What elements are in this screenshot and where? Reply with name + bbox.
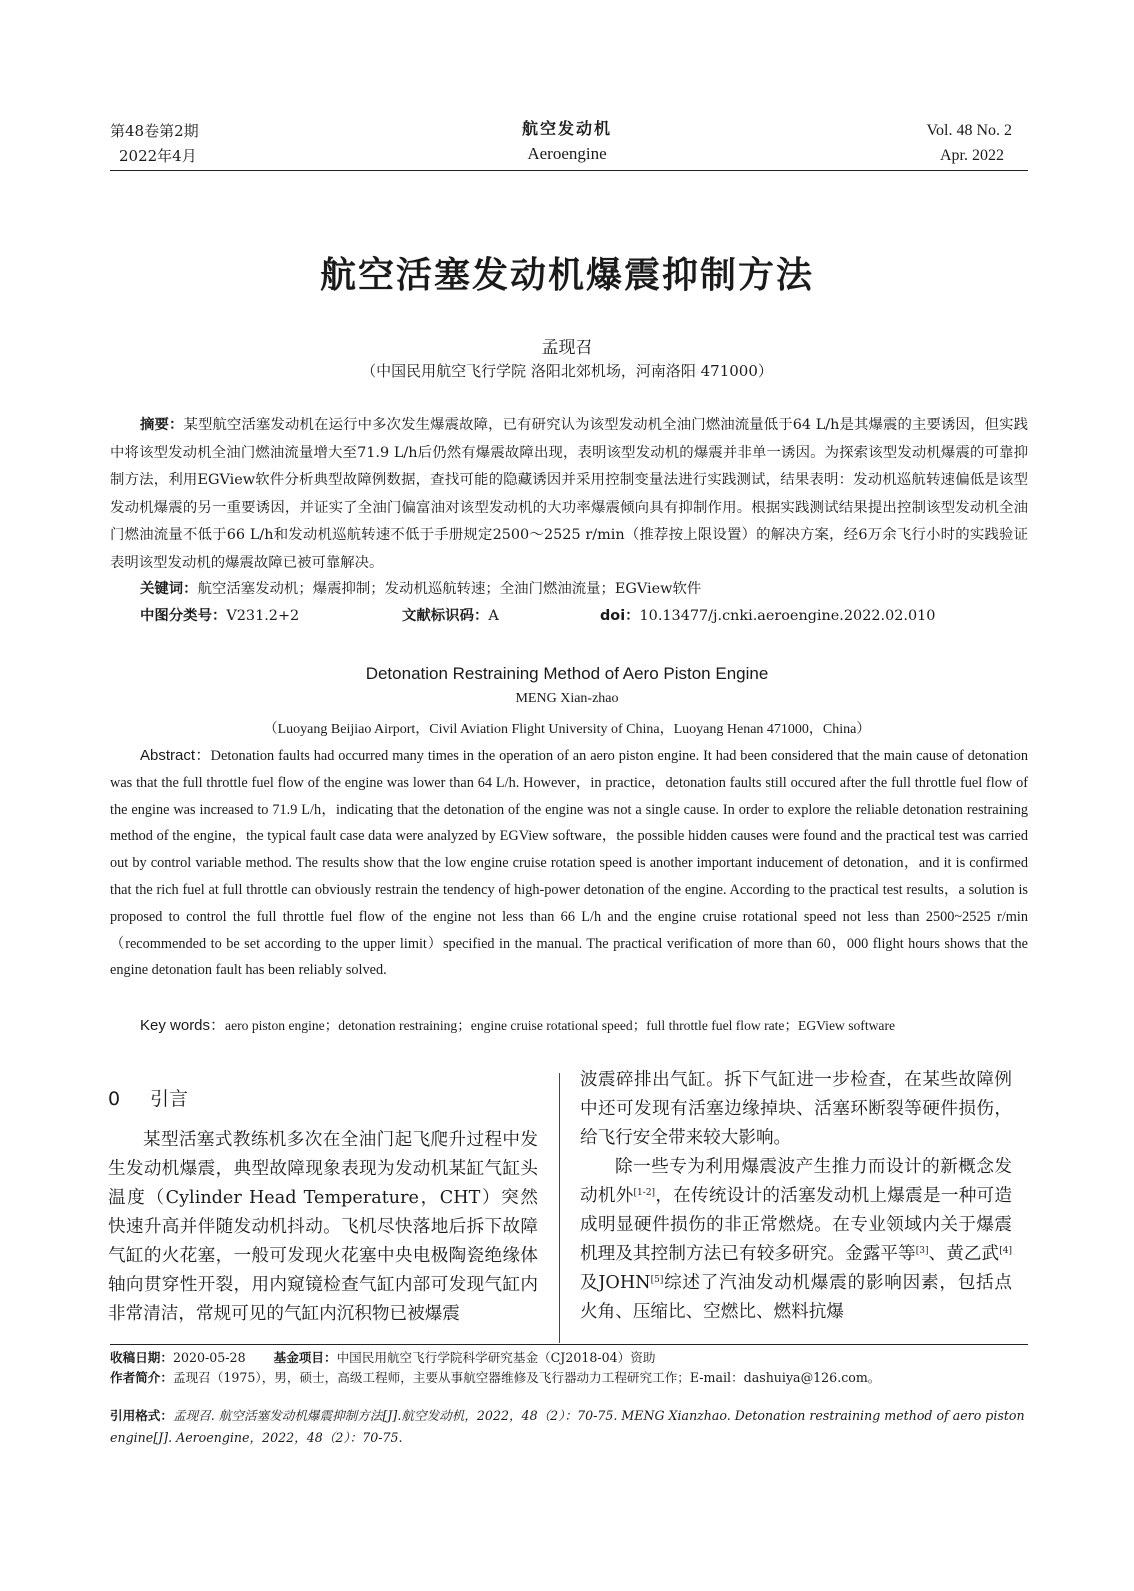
fund-label: 基金项目： (273, 1350, 337, 1365)
body-right-para-2 (580, 1153, 1012, 1327)
abstract-en-label: Abstract： (140, 747, 211, 764)
clc-label: 中图分类号： (140, 608, 227, 624)
author-affiliation-en: （Luoyang Beijiao Airport，Civil Aviation Flight University of China，Luoyang Henan 471000，China） (263, 722, 871, 737)
footnote-received-fund (110, 1348, 1028, 1368)
fund-value: 中国民用航空飞行学院科学研究基金（CJ2018-04）资助 (336, 1350, 656, 1365)
abstract-en (110, 743, 1028, 984)
author-affiliation: （中国民用航空飞行学院 洛阳北郊机场，河南洛阳 471000） (361, 362, 773, 380)
keywords-en (140, 1013, 1028, 1039)
citation-text: 孟现召. 航空活塞发动机爆震抑制方法[J].航空发动机，2022，48（2）：70-75. MENG Xianzhao. Detonation restraining method of aero piston engine[J]. Aeroengine，2022，48（2）：70-75. (110, 1408, 1025, 1445)
section-heading (108, 1084, 188, 1111)
paper-title-en: Detonation Restraining Method of Aero Piston Engine (365, 664, 769, 683)
bio-value: 孟现召（1975），男，硕士，高级工程师，主要从事航空器维修及飞行器动力工程研究工作；E-mail：dashuiya@126.com。 (172, 1370, 881, 1385)
received-label: 收稿日期： (110, 1350, 173, 1365)
journal-name-cn: 航空发动机 (521, 119, 612, 138)
keywords-en-label: Key words： (140, 1017, 226, 1034)
keywords-cn-label: 关键词： (140, 581, 198, 597)
para2-text-a: 除一些专为利用爆震波产生推力而设计的新概念发动机外 (580, 1157, 1012, 1206)
body-right-column (580, 1066, 1012, 1327)
footnote-author-bio (110, 1368, 1028, 1388)
citation-ref: [5] (650, 1275, 664, 1285)
body-left-column: 某型活塞式教练机多次在全油门起飞爬升过程中发生发动机爆震，典型故障现象表现为发动机某缸气缸头温度（Cylinder Head Temperature，CHT）突然快速升高并伴随发动机抖动。飞机尽快落地后拆下故障气缸的火花塞，一般可发现火花塞中央电极陶瓷绝缘体轴向贯穿性开裂，用内窥镜检查气缸内部可发现气缸内非常清洁，常规可见的气缸内沉积物已被爆震 (108, 1130, 538, 1324)
clc-value: V231.2+2 (226, 608, 300, 624)
bio-label: 作者简介： (110, 1370, 173, 1385)
keywords-cn-text: 航空活塞发动机；爆震抑制；发动机巡航转速；全油门燃油流量；EGView软件 (197, 581, 702, 597)
abstract-cn-label: 摘要： (140, 417, 184, 433)
abstract-en-text: Detonation faults had occurred many times in the operation of an aero piston engine. It had been considered that the main cause of detonation was that the full throttle fuel flow of the engine was lower than 64 L/h. However，in practice，detonation faults still occured after the full throttle fuel flow of the engine was increased to 71.9 L/h，indicating that the detonation of the engine was not a single cause. In order to explore the reliable detonation restraining method of the engine，the typical fault case data were analyzed by EGView software，the possible hidden causes were found and the practical test was carried out by control variable method. The results show that the low engine cruise rotation speed is another important inducement of detonation，and it is confirmed that the rich fuel at full throttle can obviously restrain the tendency of high-power detonation of the engine. According to the practical test results，a solution is proposed to control the full throttle fuel flow of the engine not less than 66 L/h and the engine cruise rotational speed not less than 2500~2525 r/min（recommended to be set according to the upper limit）specified in the manual. The practical verification of more than 60，000 flight hours shows that the engine detonation fault has been reliably solved. (110, 748, 1028, 979)
author-name: 孟现召 (541, 338, 593, 358)
journal-date-en: Apr. 2022 (940, 147, 1004, 164)
abstract-cn (110, 412, 1028, 578)
doi (600, 603, 935, 631)
citation-ref: [3] (915, 1246, 929, 1256)
citation-ref: [4] (999, 1246, 1012, 1256)
section-title: 引言 (150, 1088, 189, 1110)
journal-date-cn: 2022年4月 (119, 147, 197, 165)
para2-text-b: ，在传统设计的活塞发动机上爆震是一种可造成明显硬件损伤的非正常燃烧。在专业领域内关于爆震机理及其控制方法已有较多研究。金露平等 (580, 1186, 1012, 1264)
citation-ref: [1-2] (633, 1188, 656, 1198)
received-value: 2020-05-28 (172, 1350, 246, 1365)
header-rule (110, 170, 1028, 171)
body-right-para-1: 波震碎排出气缸。拆下气缸进一步检查，在某些故障例中还可发现有活塞边缘掉块、活塞环断裂等硬件损伤，给飞行安全带来较大影响。 (580, 1070, 1012, 1148)
paper-title: 航空活塞发动机爆震抑制方法 (319, 254, 814, 296)
journal-volume-en: Vol. 48 No. 2 (926, 122, 1012, 139)
citation-label: 引用格式： (110, 1408, 173, 1423)
author-name-en: MENG Xian-zhao (515, 691, 619, 706)
section-number: 0 (108, 1088, 121, 1110)
para2-text-e: 综述了汽油发动机爆震的影响因素，包括点火角、压缩比、空燃比、燃料抗爆 (580, 1273, 1012, 1322)
column-divider (559, 1073, 560, 1343)
citation-format (110, 1405, 1028, 1449)
doi-label: doi： (600, 608, 640, 624)
doi-value: 10.13477/j.cnki.aeroengine.2022.02.010 (639, 608, 936, 624)
doc-value: A (488, 608, 499, 624)
abstract-cn-text: 某型航空活塞发动机在运行中多次发生爆震故障，已有研究认为该型发动机全油门燃油流量低于64 L/h是其爆震的主要诱因，但实践中将该型发动机全油门燃油流量增大至71.9 L/h后仍然有爆震故障出现，表明该型发动机的爆震并非单一诱因。为探索该型发动机爆震的可靠抑制方法，利用EGView软件分析典型故障例数据，查找可能的隐藏诱因并采用控制变量法进行实践测试，结果表明：发动机巡航转速偏低是该型发动机爆震的另一重要诱因，并证实了全油门偏富油对该型发动机的大功率爆震倾向具有抑制作用。根据实践测试结果提出控制该型发动机全油门燃油流量不低于66 L/h和发动机巡航转速不低于手册规定2500～2525 r/min（推荐按上限设置）的解决方案，经6万余飞行小时的实践验证表明该型发动机的爆震故障已被可靠解决。 (110, 417, 1028, 571)
doc-code (402, 603, 499, 631)
para2-text-d: 及JOHN (580, 1273, 651, 1293)
clc-code (140, 603, 299, 631)
journal-name-en: Aeroengine (527, 144, 607, 163)
doc-label: 文献标识码： (402, 608, 489, 624)
keywords-cn (140, 576, 1028, 604)
footnote-rule (110, 1344, 1028, 1345)
keywords-en-text: aero piston engine；detonation restraining；engine cruise rotational speed；full throttle fuel flow rate；EGView software (225, 1018, 896, 1033)
para2-text-c: 、黄乙武 (928, 1244, 1000, 1264)
journal-volume-cn: 第48卷第2期 (110, 122, 199, 140)
